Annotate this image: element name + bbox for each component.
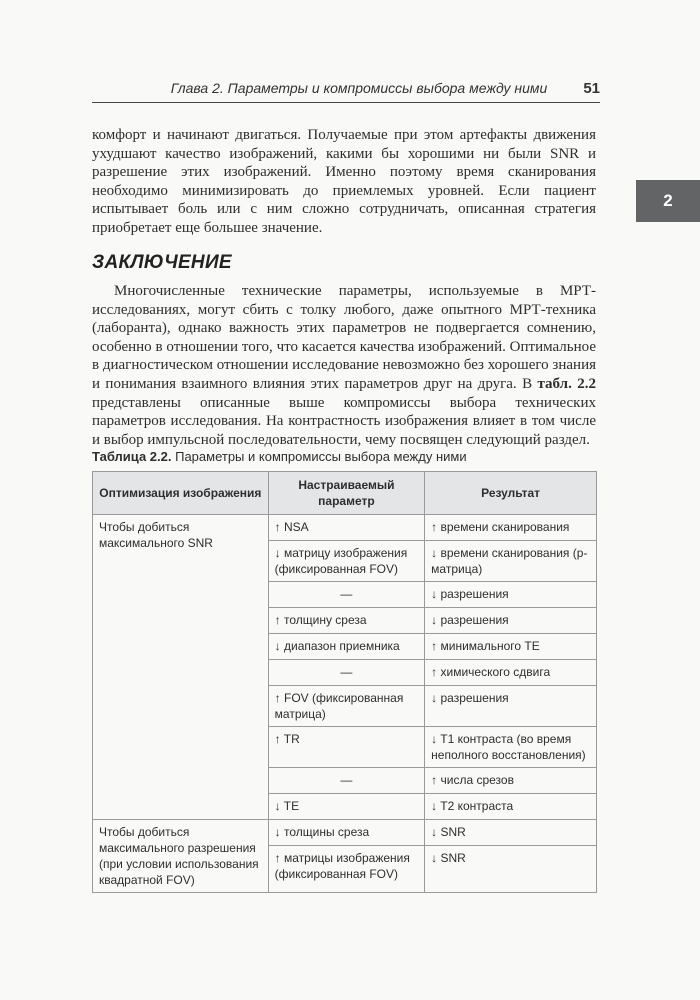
- table-caption-label: Таблица 2.2.: [92, 449, 172, 464]
- result-cell: ↓ времени сканирования (р-матрица): [425, 541, 597, 582]
- parameter-cell: ↑ FOV (фиксированная матрица): [268, 686, 425, 727]
- parameter-cell: —: [268, 768, 425, 794]
- parameter-cell: ↓ диапазон приемника: [268, 634, 425, 660]
- parameter-cell: ↑ TR: [268, 727, 425, 768]
- result-cell: ↑ числа срезов: [425, 768, 597, 794]
- goal-cell-resolution: Чтобы добиться максимального разрешения (при условии использования квадратной FOV): [93, 820, 269, 893]
- header-parameter: Настраиваемый параметр: [268, 472, 425, 515]
- result-cell: ↓ разрешения: [425, 608, 597, 634]
- table-caption: [92, 449, 467, 464]
- result-cell: ↓ T1 контраста (во время неполного восстановления): [425, 727, 597, 768]
- result-cell: ↓ SNR: [425, 820, 597, 846]
- table-caption-text: Параметры и компромиссы выбора между ними: [171, 449, 467, 464]
- parameter-cell: —: [268, 582, 425, 608]
- section-title: ЗАКЛЮЧЕНИЕ: [92, 252, 232, 273]
- paragraph-text-start: Многочисленные технические параметры, используемые в МРТ-исследованиях, могут сбить с толку любого, даже опытного МРТ-техника (лаборанта), однако важность этих параметров не подвергается сомнению, особенно в отношении того, что касается качества изображений. Оптимальное в диагностическом отношении исследование невозможно без хорошего знания и понимания взаимного влияния этих параметров друг на друга. В: [92, 283, 596, 392]
- parameter-cell: ↑ матрицы изображения (фиксированная FOV): [268, 846, 425, 893]
- header-divider: [92, 102, 600, 103]
- page-number: 51: [583, 80, 600, 97]
- table-row: [93, 515, 597, 541]
- parameter-cell: ↓ TE: [268, 794, 425, 820]
- table-row: [93, 820, 597, 846]
- parameter-cell: —: [268, 660, 425, 686]
- result-cell: ↑ химического сдвига: [425, 660, 597, 686]
- paragraph-intro: комфорт и начинают двигаться. Получаемые при этом артефакты движения ухудшают качество изображений, какими бы хорошими ни были SNR и разрешение этих изображений. Именно поэтому время сканирования необходимо минимизировать до приемлемых уровней. Если пациент испытывает боль или с ним сложно сотрудничать, описанная стратегия приобретает еще большее значение.: [92, 127, 596, 236]
- goal-cell-snr: Чтобы добиться максимального SNR: [93, 515, 269, 820]
- header-result: Результат: [425, 472, 597, 515]
- parameter-cell: ↑ толщину среза: [268, 608, 425, 634]
- paragraph-text-end: представлены описанные выше компромиссы выбора технических параметров исследования. На контрастность изображения влияет в том числе и выбор импульсной последовательности, чему посвящен следующий раздел.: [92, 394, 596, 448]
- chapter-tab: 2: [636, 180, 700, 222]
- running-head: [92, 80, 600, 97]
- table-header-row: [93, 472, 597, 515]
- header-optimization: Оптимизация изображения: [93, 472, 269, 515]
- parameters-table: [92, 471, 597, 893]
- result-cell: ↓ разрешения: [425, 686, 597, 727]
- parameter-cell: ↑ NSA: [268, 515, 425, 541]
- paragraph-conclusion: [92, 282, 596, 449]
- result-cell: ↑ минимального TE: [425, 634, 597, 660]
- parameter-cell: ↓ матрицу изображения (фиксированная FOV): [268, 541, 425, 582]
- result-cell: ↓ T2 контраста: [425, 794, 597, 820]
- parameter-cell: ↓ толщины среза: [268, 820, 425, 846]
- result-cell: ↑ времени сканирования: [425, 515, 597, 541]
- running-head-title: Глава 2. Параметры и компромиссы выбора между ними: [170, 80, 548, 96]
- result-cell: ↓ SNR: [425, 846, 597, 893]
- result-cell: ↓ разрешения: [425, 582, 597, 608]
- table-reference-link: табл. 2.2: [537, 375, 596, 392]
